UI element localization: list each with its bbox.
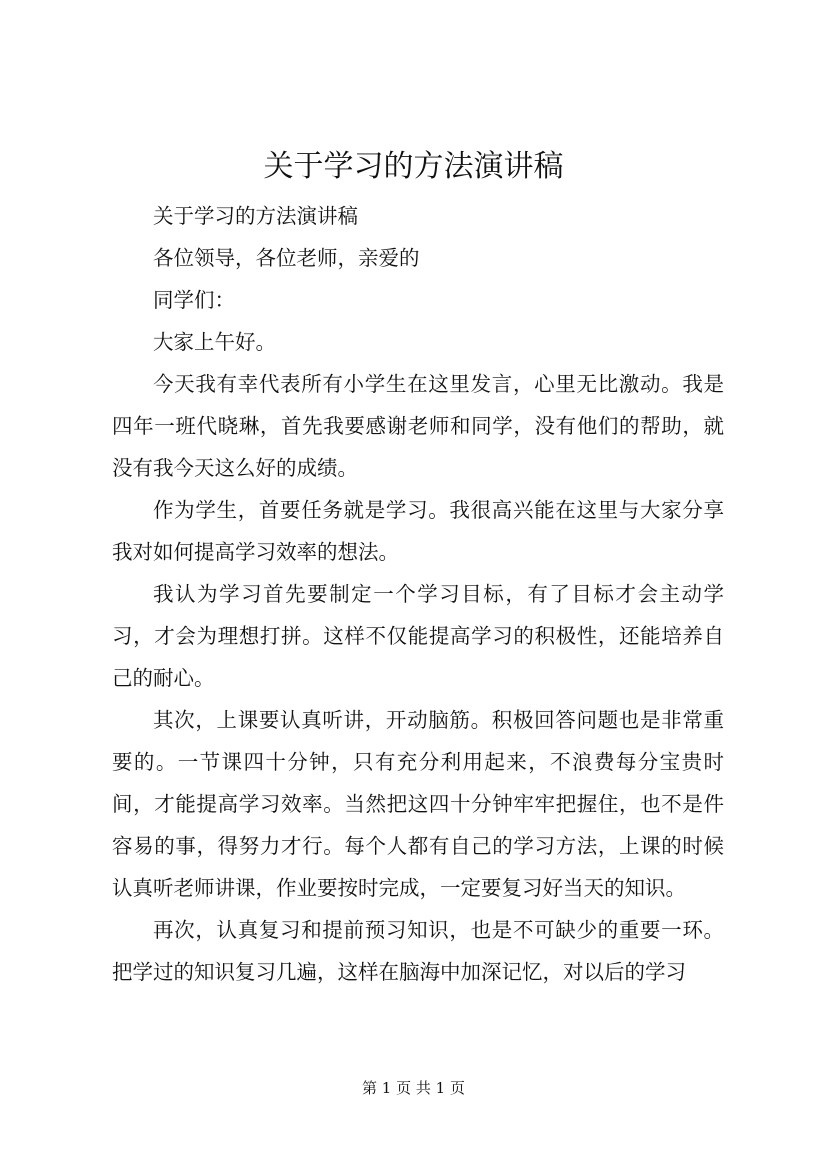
document-body: [112, 195, 724, 993]
paragraph: 再次，认真复习和提前预习知识，也是不可缺少的重要一环。把学过的知识复习几遍，这样在脑海中加深记忆，对以后的学习: [112, 918, 724, 984]
paragraph: 我认为学习首先要制定一个学习目标，有了目标才会主动学习，才会为理想打拼。这样不仅能提高学习的积极性，还能培养自己的耐心。: [112, 582, 724, 690]
paragraph: 大家上午好。: [153, 330, 276, 354]
paragraph: 其次，上课要认真听讲，开动脑筋。积极回答问题也是非常重要的。一节课四十分钟，只有充分利用起来，不浪费每分宝贵时间，才能提高学习效率。当然把这四十分钟牢牢把握住，也不是件容易的事，得努力才行。每个人都有自己的学习方法，上课的时候认真听老师讲课，作业要按时完成，一定要复习好当天的知识。: [112, 708, 724, 900]
paragraph: 今天我有幸代表所有小学生在这里发言，心里无比激动。我是四年一班代晓琳，首先我要感谢老师和同学，没有他们的帮助，就没有我今天这么好的成绩。: [112, 372, 724, 480]
document-title: 关于学习的方法演讲稿: [263, 149, 564, 184]
paragraph: 关于学习的方法演讲稿: [153, 204, 358, 228]
paragraph: 各位领导，各位老师，亲爱的: [153, 246, 420, 270]
paragraph: 同学们：: [153, 288, 235, 312]
page-footer: 第 1 页 共 1 页: [362, 1079, 465, 1097]
paragraph: 作为学生，首要任务就是学习。我很高兴能在这里与大家分享我对如何提高学习效率的想法。: [112, 498, 724, 564]
